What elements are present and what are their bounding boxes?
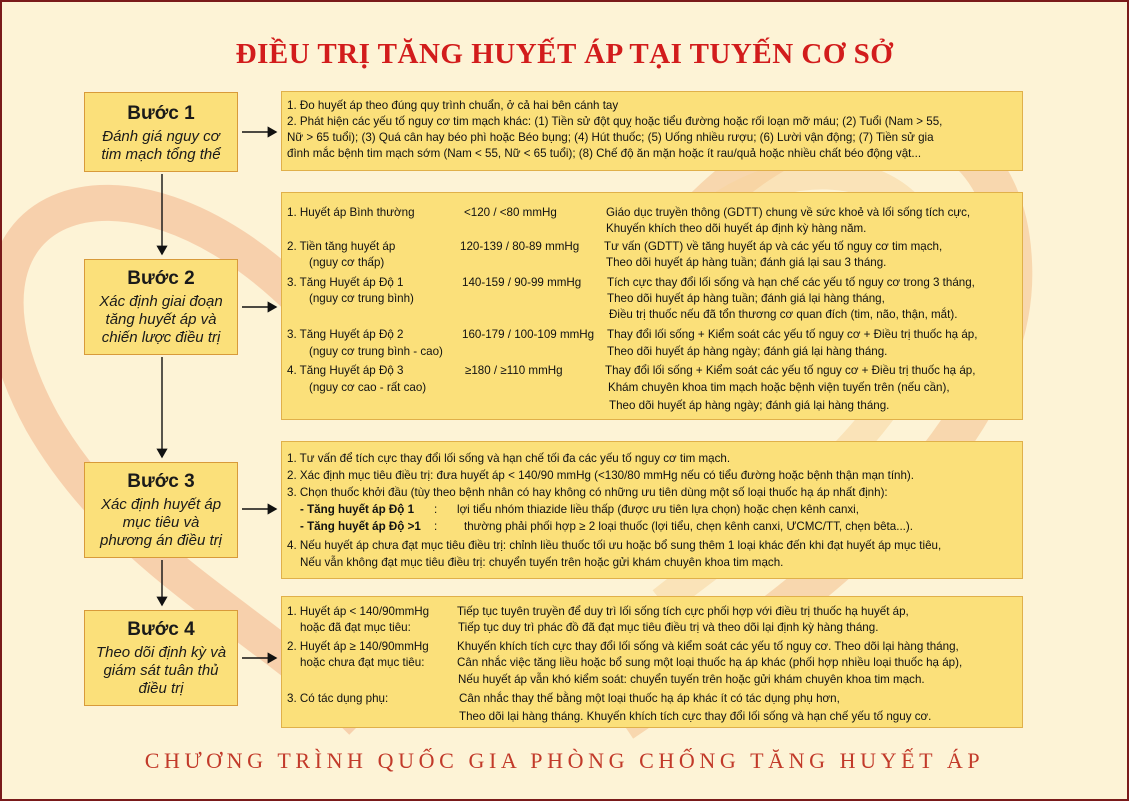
stage-risk: (nguy cơ trung bình - cao)	[309, 345, 443, 358]
step-3-desc-line: phương án điều trị	[100, 532, 222, 549]
stage-action: Khám chuyên khoa tim mạch hoặc bệnh viện tuyến trên (nếu cần),	[608, 381, 950, 394]
page-title: ĐIỀU TRỊ TĂNG HUYẾT ÁP TẠI TUYẾN CƠ SỞ	[235, 38, 894, 70]
case-label: hoặc đã đạt mục tiêu:	[300, 621, 411, 634]
step-4-desc-line: Theo dõi định kỳ và	[95, 644, 227, 661]
case-label: hoặc chưa đạt mục tiêu:	[300, 656, 425, 669]
case-text: Nếu huyết áp vẫn khó kiểm soát: chuyển tuyến trên hoặc gửi khám chuyên khoa tim mạch.	[458, 673, 925, 686]
content-line: 3. Chọn thuốc khởi đầu (tùy theo bệnh nhân có hay không có những ưu tiên dùng một số loại thuốc hạ áp nhất định):	[287, 486, 888, 499]
sub-text: thường phải phối hợp ≥ 2 loại thuốc (lợi tiểu, chẹn kênh canxi, ƯCMC/TT, chẹn bêta...).	[464, 520, 913, 533]
stage-value: 140-159 / 90-99 mmHg	[462, 276, 582, 289]
stage-risk: (nguy cơ cao - rất cao)	[309, 381, 427, 394]
case-text: Cân nhắc việc tăng liều hoặc bổ sung một loại thuốc hạ áp khác (phối hợp nhiều loại thuốc hạ áp),	[457, 656, 963, 669]
stage-action: Theo dõi huyết áp hàng ngày; đánh giá lại hàng tháng.	[607, 345, 888, 358]
stage-action: Theo dõi huyết áp hàng tuần; đánh giá lại sau 3 tháng.	[606, 256, 887, 269]
case-label: 2. Huyết áp ≥ 140/90mmHg	[287, 640, 429, 653]
stage-name: 3. Tăng Huyết áp Độ 1	[287, 276, 404, 289]
sub-sep: :	[434, 520, 438, 533]
step-1-desc-line: Đánh giá nguy cơ	[102, 128, 220, 145]
step-3-content	[281, 441, 1023, 579]
case-label: 3. Có tác dụng phụ:	[287, 692, 389, 705]
content-line: 1. Đo huyết áp theo đúng quy trình chuẩn, ở cả hai bên cánh tay	[287, 99, 619, 112]
step-4-content	[281, 596, 1023, 728]
step-2-desc-line: tăng huyết áp và	[105, 311, 217, 328]
content-line: 2. Xác định mục tiêu điều trị: đưa huyết áp < 140/90 mmHg (<130/80 mmHg nếu có tiểu đường hoặc bệnh thận mạn tính).	[287, 469, 915, 482]
stage-action: Điều trị thuốc nếu đã tổn thương cơ quan đích (tim, não, thận, mắt).	[609, 308, 958, 321]
stage-action: Thay đổi lối sống + Kiểm soát các yếu tố nguy cơ + Điều trị thuốc hạ áp,	[607, 328, 978, 341]
stage-value: 120-139 / 80-89 mmHg	[460, 240, 580, 253]
content-line: 1. Tư vấn để tích cực thay đổi lối sống và hạn chế tối đa các yếu tố nguy cơ tim mạch.	[287, 452, 731, 465]
stage-action: Thay đổi lối sống + Kiểm soát các yếu tố nguy cơ + Điều trị thuốc hạ áp,	[605, 364, 976, 377]
content-line: đình mắc bệnh tim mạch sớm (Nam < 55, Nữ < 65 tuổi); (8) Chế độ ăn mặn hoặc ít rau/quả hoặc nhiều chất béo động vật...	[287, 147, 922, 160]
stage-action: Theo dõi huyết áp hàng ngày; đánh giá lại hàng tháng.	[609, 399, 890, 412]
stage-action: Khuyến khích theo dõi huyết áp định kỳ hàng năm.	[606, 222, 867, 235]
stage-value: ≥180 / ≥110 mmHg	[465, 364, 563, 377]
stage-value: <120 / <80 mmHg	[464, 206, 557, 219]
stage-name: 4. Tăng Huyết áp Độ 3	[287, 364, 404, 377]
case-text: Cân nhắc thay thế bằng một loại thuốc hạ áp khác ít có tác dụng phụ hơn,	[459, 692, 840, 705]
footer-program-name: CHƯƠNG TRÌNH QUỐC GIA PHÒNG CHỐNG TĂNG HUYẾT ÁP	[144, 748, 985, 773]
stage-action: Tư vấn (GDTT) về tăng huyết áp và các yếu tố nguy cơ tim mạch,	[604, 240, 943, 253]
sub-sep: :	[434, 503, 438, 516]
step-2-desc-line: Xác định giai đoạn	[99, 293, 223, 310]
step-3-desc-line: Xác định huyết áp	[100, 496, 222, 513]
stage-risk: (nguy cơ trung bình)	[309, 292, 414, 305]
stage-name: 1. Huyết áp Bình thường	[287, 206, 415, 219]
step-3-title: Bước 3	[127, 471, 195, 492]
sub-text: lợi tiểu nhóm thiazide liều thấp (được ưu tiên lựa chọn) hoặc chẹn kênh canxi,	[457, 503, 859, 516]
step-2-content	[281, 192, 1023, 420]
stage-value: 160-179 / 100-109 mmHg	[462, 328, 595, 341]
step-4-title: Bước 4	[127, 619, 195, 640]
step-1-content	[281, 91, 1023, 171]
step-2-desc-line: chiến lược điều trị	[101, 329, 221, 346]
stage-action: Theo dõi huyết áp hàng tuần; đánh giá lại hàng tháng,	[607, 292, 885, 305]
case-text: Tiếp tục duy trì phác đồ đã đạt mục tiêu điều trị và theo dõi lại định kỳ hàng tháng.	[458, 621, 879, 634]
content-line: Nếu vẫn không đạt mục tiêu điều trị: chuyển tuyến trên hoặc gửi khám chuyên khoa tim mạch.	[300, 556, 784, 569]
step-3-desc-line: mục tiêu và	[122, 514, 200, 531]
case-text: Theo dõi lại hàng tháng. Khuyến khích tích cực thay đổi lối sống và hạn chế yếu tố nguy cơ.	[459, 710, 932, 723]
sub-label: - Tăng huyết áp Độ >1	[300, 520, 421, 533]
step-4-desc-line: giám sát tuân thủ	[103, 662, 219, 679]
stage-action: Giáo dục truyền thông (GDTT) chung về sức khoẻ và lối sống tích cực,	[606, 206, 971, 219]
step-2-title: Bước 2	[127, 268, 195, 289]
content-line: Nữ > 65 tuổi); (3) Quá cân hay béo phì hoặc Béo bụng; (4) Hút thuốc; (5) Uống nhiều rượu; (6) Lười vận động; (7) Tiền sử gia	[287, 131, 934, 144]
step-1-title: Bước 1	[127, 103, 195, 124]
stage-action: Tích cực thay đổi lối sống và hạn chế các yếu tố nguy cơ trong 3 tháng,	[607, 276, 975, 289]
content-line: 4. Nếu huyết áp chưa đạt mục tiêu điều trị: chỉnh liều thuốc tối ưu hoặc bổ sung thêm 1 loại khác đến khi đạt huyết áp mục tiêu,	[287, 539, 942, 552]
case-text: Khuyến khích tích cực thay đổi lối sống và kiểm soát các yếu tố nguy cơ. Theo dõi lại hàng tháng,	[457, 640, 959, 653]
stage-risk: (nguy cơ thấp)	[309, 256, 385, 269]
stage-name: 3. Tăng Huyết áp Độ 2	[287, 328, 404, 341]
case-text: Tiếp tục tuyên truyền để duy trì lối sống tích cực phối hợp với điều trị thuốc hạ huyết áp,	[457, 605, 909, 618]
step-4-desc-line: điều trị	[138, 680, 184, 697]
stage-name: 2. Tiền tăng huyết áp	[287, 240, 396, 253]
sub-label: - Tăng huyết áp Độ 1	[300, 503, 415, 516]
case-label: 1. Huyết áp < 140/90mmHg	[287, 605, 430, 618]
content-line: 2. Phát hiện các yếu tố nguy cơ tim mạch khác: (1) Tiền sử đột quỵ hoặc tiểu đường hoặc rối loạn mỡ máu; (2) Tuổi (Nam > 55,	[287, 115, 943, 128]
step-1-desc-line: tim mạch tổng thể	[101, 146, 221, 163]
